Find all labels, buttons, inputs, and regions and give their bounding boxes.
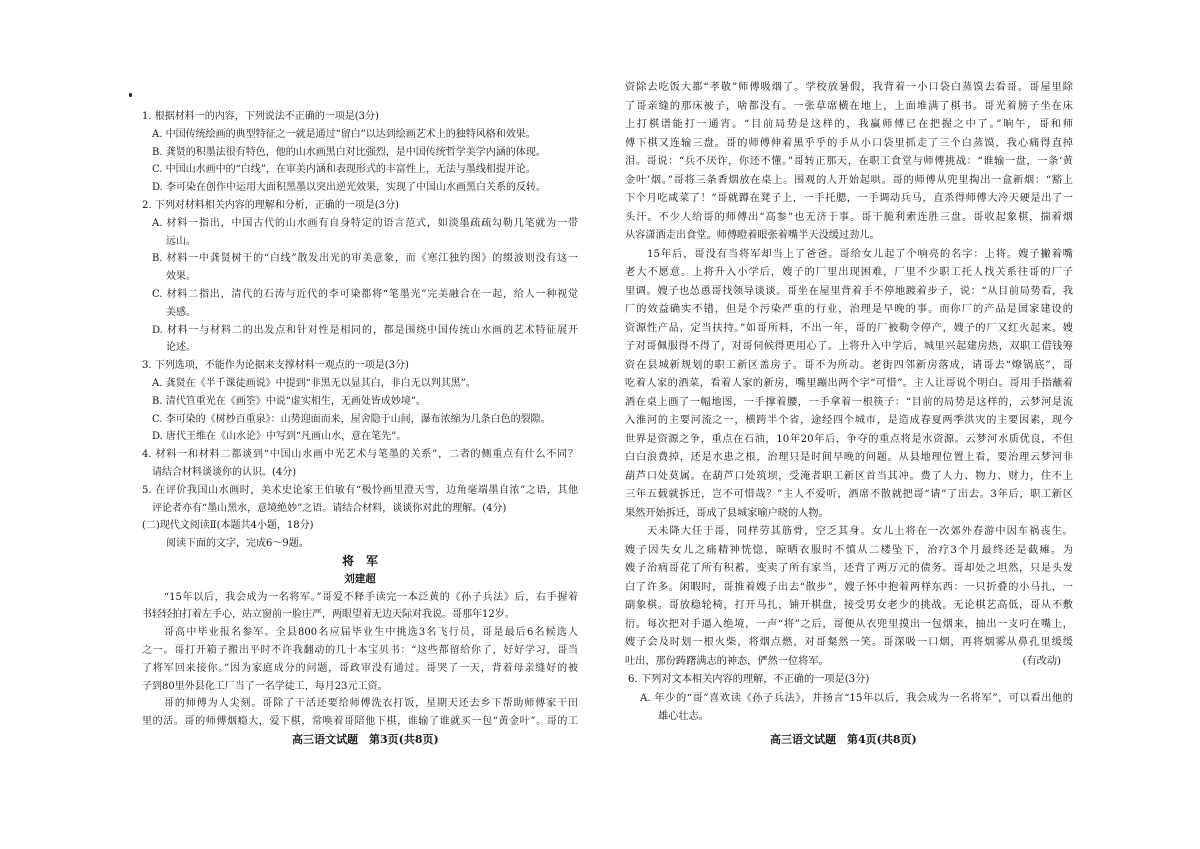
q1-option-b: B. 龚贤的积墨法很有特色，他的山水画黑白对比强烈，是中国传统哲学美学内涵的体现。 (152, 146, 546, 158)
q6-option-a-cont: 雄心壮志。 (658, 711, 709, 722)
q4-line-cont: 请结合材料谈谈你的认识。(4分) (152, 466, 297, 478)
q2-option-b: B. 材料一中龚贤树干的“白线”散发出光的审美意象，而《寒江独钓图》的缀波则没有这一 (152, 253, 578, 265)
q3-option-b: B. 清代笪重光在《画筌》中说“虚实相生，无画处皆成妙境”。 (152, 395, 426, 407)
story-paragraph-line: 三年五载就拆迁，岂不可惜哉？”主人不爱听，酒席不散就把哥“请”了出去。3年后，职工新区 (625, 489, 1073, 500)
story-paragraph-line: 子到80里外县化工厂当了一名学徒工，每月23元工资。 (142, 680, 388, 692)
story-paragraph-line: 里调。嫂子也怂恿哥找领导谈谈。哥坐在屋里背着手不停地踱着步子，说：“从目前局势看，我 (625, 285, 1073, 297)
story-paragraph-line: 书轻轻拍打着左手心，站立窗前一脸庄严，两眼望着无边天际对我说。哥那年12岁。 (142, 609, 515, 621)
q1-stem: 1. 根据材料一的内容，下列说法不正确的一项是(3分) (142, 111, 379, 122)
q1-option-d: D. 李可染在创作中运用大面积黑墨以突出逆光效果，实现了中国山水画黑白关系的反转。 (152, 182, 547, 194)
q3-stem: 3. 下列选项，不能作为论据来支撑材料一观点的一项是(3分) (142, 360, 409, 372)
story-paragraph-line: 下个月吃咸菜了！”哥就蹲在凳子上，一手托腮，一手调动兵马，直杀得师傅大冷天硬是出了一 (625, 193, 1073, 204)
story-paragraph-line: 世界是资源之争，重点在石油，10年20年后，争夺的重点将是水资源。云梦河水质优良，不但 (625, 433, 1073, 445)
source-note: (有改动) (1022, 655, 1061, 667)
section-heading: (二)现代文阅读Ⅱ(本题共4小题，18分) (142, 520, 314, 532)
story-paragraph-line: 哥高中毕业报名参军。全县800名应届毕业生中挑选3名飞行员，哥是最后6名候选人 (164, 627, 578, 639)
q2-option-c-cont: 美感。 (166, 306, 196, 318)
story-paragraph-line: 资源性产品，定当扶持。”如哥所料，不出一年，哥的厂被勒令停产，嫂子的厂又红火起来。嫂 (625, 322, 1073, 334)
story-paragraph-line: 酒在桌上画了一幅地图，一手撑着腰，一手拿着一根筷子：“目前的局势是这样的，云梦河是流 (625, 396, 1073, 408)
story-paragraph-line: 傅下棋又连输三盘。哥的师傅伸着黑乎乎的手从小口袋里抓走了三个白蒸馍，我心痛得直掉 (625, 137, 1073, 149)
q2-option-d-cont: 论述。 (166, 342, 196, 354)
story-paragraph-line: 金叶’烟。”哥将三条香烟放在桌上。围观的人开始起哄。哥的师傅从兜里掏出一盒新烟：“豁上 (625, 174, 1073, 186)
q3-option-d: D. 唐代王维在《山水论》中写到“凡画山水，意在笔先”。 (152, 431, 407, 443)
story-paragraph-line: 葫芦口处莫属。在葫芦口处筑坝，受淹者职工新区首当其冲。费了人力、物力、财力，住不上 (625, 470, 1073, 482)
story-paragraph-line: 吃着人家的酒菜，看着人家的新房，嘴里蹦出两个字“可惜”。主人让哥说个明白。哥用手指蘸着 (625, 378, 1073, 389)
q6-option-a: A. 年少的“哥”喜欢读《孙子兵法》，并扬言“15年以后，我会成为一名将军”，可以看出他的 (640, 692, 1073, 704)
story-paragraph-line: 里的活。哥的师傅烟瘾大，爱下棋，常唤着哥陪他下棋，谁输了谁就买一包“黄金叶”。哥的工 (142, 716, 578, 728)
story-paragraph-line: 泪。哥说：“兵不厌诈，你还不懂。”哥转正那天，在职工食堂与师傅挑战：“谁输一盘，一条‘黄 (625, 156, 1073, 167)
q2-option-c: C. 材料二指出，清代的石涛与近代的李可染都将“笔墨光”完美融合在一起，给人一种视觉 (152, 288, 578, 300)
story-paragraph-line: 嫂子会及时划一根火柴，将烟点燃，对哥粲然一笑。哥深吸一口烟，再将烟雾从鼻孔里缓缓 (625, 637, 1073, 648)
q2-option-a-cont: 远山。 (166, 235, 196, 247)
story-paragraph-line: “15年以后，我会成为一名将军。”哥爱不释手读完一本泛黄的《孙子兵法》后，右手握着 (164, 591, 578, 603)
story-paragraph-line: 了将军回来接你。”因为家庭成分的问题，哥政审没有通过。哥哭了一天，背着母亲缝好的被 (142, 662, 578, 674)
scan-speck (129, 93, 132, 97)
q3-option-c: C. 李可染的《树杪百重泉》：山势迎面而来，屋舍隐于山间，瀑布浓缩为几条白色的裂隙。 (152, 413, 551, 425)
q3-option-a: A. 龚贤在《半千课徒画说》中提到“非黑无以显其白，非白无以判其黑”。 (152, 377, 476, 389)
story-paragraph-line: 子对哥佩服得不得了，对哥伺候得更用心了。上将升入中学后，城里兴起建房热，双职工借钱筹 (625, 341, 1073, 352)
story-paragraph-line: 之一。哥打开箱子搬出平时不许我翻动的几十本宝贝书：“这些都留给你了，好好学习，哥当 (142, 644, 578, 656)
page-3-footer: 高三语文试题 第3页(共8页) (292, 733, 439, 746)
page-4-footer: 高三语文试题 第4页(共8页) (770, 733, 917, 746)
story-paragraph-line: 了哥亲缝的那床被子，啥都没有。一张草席横在地上，上面堆满了棋书。哥光着膀子坐在床 (625, 100, 1073, 112)
story-paragraph-line: 嫂子因失女儿之痛精神恍惚，晾晒衣服时不慎从二楼坠下，治疗3个月最终还是截瘫。为 (625, 544, 1073, 556)
q2-option-b-cont: 效果。 (166, 271, 196, 283)
story-paragraph-line: 资在县城新规划的职工新区盖房子。哥不为所动。老街四邻新房落成，请哥去“燎锅底”，哥 (625, 359, 1073, 371)
story-paragraph-line: 15年后，哥没有当将军却当上了爸爸。哥给女儿起了个响亮的名字：上将。嫂子撇着嘴 (647, 248, 1073, 260)
q2-stem: 2. 下列对材料相关内容的理解和分析，正确的一项是(3分) (142, 199, 399, 211)
story-paragraph-line: 老大不愿意。上将升入小学后，嫂子的厂里出现困难，厂里不少职工托人找关系往哥的厂子 (625, 267, 1073, 278)
story-paragraph-line: 副象棋。哥放稳轮椅，打开马扎，铺开棋盘，接受男女老少的挑战。无论棋艺高低，哥从不敷 (625, 600, 1073, 611)
story-paragraph-line: 哥的师傅为人尖刻。哥除了干活还要给师傅洗衣打饭，星期天还去乡下帮助师傅家干田 (164, 698, 578, 710)
q2-option-d: D. 材料一与材料二的出发点和针对性是相同的，都是围绕中国传统山水画的艺术特征展开 (152, 324, 578, 336)
story-paragraph-line: 头汗。不少人给哥的师傅出“高参”也无济于事。哥干脆利索连胜三盘。哥收起象棋，揣着烟 (625, 211, 1073, 223)
reading-instruction: 阅读下面的文字，完成6～9题。 (166, 538, 309, 550)
story-title: 将 军 (341, 553, 378, 568)
story-paragraph-line: 资除去吃饭大都“孝敬”师傅吸烟了。学校放暑假，我背着一小口袋白蒸馍去看哥。哥屋里除 (625, 82, 1073, 93)
story-final-line (625, 653, 1073, 672)
story-paragraph-line: 天未降大任于哥，同样劳其筋骨，空乏其身。女儿上将在一次郊外春游中因车祸丧生。 (647, 526, 1073, 537)
story-paragraph-line: 白了许多。闲暇时，哥推着嫂子出去“散步”，嫂子怀中抱着两样东西：一只折叠的小马扎，一 (625, 581, 1073, 593)
q5-line-cont: 评论者亦有“墨山黑水，意境绝妙”之语。请结合材料，谈谈你对此的理解。(4分) (152, 502, 507, 514)
q5-line: 5. 在评价我国山水画时，美术史论家王伯敏有“极怜画里澄天雪，边角毫端墨自浓”之语，其他 (142, 484, 578, 496)
page-4-column (625, 79, 1073, 727)
story-paragraph-line: 上打棋谱能打一通宵。“目前局势是这样的，我赢师傅已在把握之中了。”晌午，哥和师 (625, 119, 1073, 130)
story-paragraph-line: 厂的效益确实不错，但是个污染严重的行业，治理是早晚的事。而你厂的产品是国家建设的 (625, 304, 1073, 315)
q2-option-a: A. 材料一指出，中国古代的山水画有自身特定的语言范式，如淡墨疏疏勾勒几笔就为一带 (152, 217, 578, 229)
story-paragraph-line: 白白浪费掉，还是水患之根，治理只是时间早晚的问题。从县地理位置上看，要治理云梦河非 (625, 452, 1073, 463)
q1-option-a: A. 中国传统绘画的典型特征之一就是通过“留白”以达到绘画艺术上的独特风格和效果。 (152, 128, 536, 140)
story-paragraph-line: 衍。每次把对手逼入绝境，一声“将”之后，哥便从衣兜里摸出一包烟来，抽出一支叼在嘴上， (625, 618, 1073, 630)
story-author: 刘建超 (344, 572, 376, 585)
q1-option-c: C. 中国山水画中的“白线”，在审美内涵和表现形式的丰富性上，无法与墨线相提并论。 (152, 164, 536, 176)
story-paragraph-line: 果然开始拆迁，哥成了县城家喻户晓的人物。 (625, 507, 829, 519)
q4-line: 4. 材料一和材料二都谈到“中国山水画中光艺术与笔墨的关系”，二者的侧重点有什么不同？ (142, 449, 578, 461)
story-paragraph-line: 吐出，那份踌躇满志的神态，俨然一位将军。 (625, 655, 829, 667)
story-paragraph-line: 嫂子治病哥花了所有积蓄，变卖了所有家当，还背了两万元的债务。哥却处之坦然，只是头发 (625, 563, 1073, 574)
q6-stem: 6. 下列对文本相关内容的理解，不正确的一项是(3分) (628, 674, 870, 685)
story-paragraph-line: 入淮河的主要河流之一，横跨半个省，途经四个城市，是造成春夏两季洪灾的主要因素，现今 (625, 415, 1073, 426)
page-3-column (142, 108, 578, 731)
story-paragraph-line: 从容潇洒走出食堂。师傅瞪着眼张着嘴半天没缓过劲儿。 (625, 230, 880, 241)
